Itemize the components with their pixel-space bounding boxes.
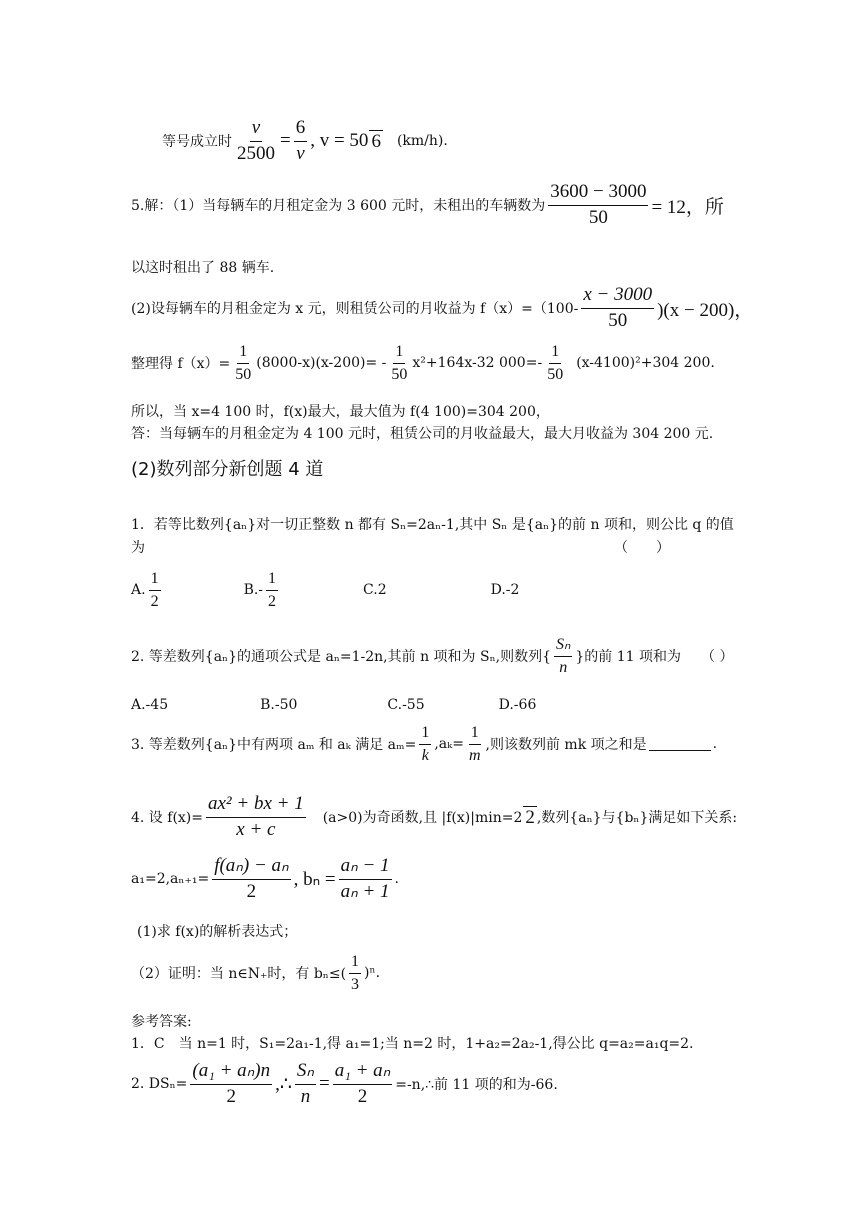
text: ,则该数列前 mk 项之和是 [485,737,647,754]
answer-5-line-2: 以这时租出了 88 辆车. [131,260,275,276]
sqrt: 6 [371,130,381,152]
fraction: $\frac{x - 3000}{50}$ [583,284,653,331]
fraction: $\frac{1}{50}$ [391,343,408,383]
text: (x-4100)²+304 200. [576,355,715,372]
answer-blank[interactable] [649,738,711,751]
question-1-line-2 [131,537,761,557]
text: )ⁿ. [364,965,381,982]
option-c: C.2 [363,582,387,599]
text: )(x − 200)， [657,299,754,321]
answer-paren: （ ） [701,649,734,666]
question-1-line-1: 1．若等比数列{aₙ}对一切正整数 n 都有 Sₙ=2aₙ-1,其中 Sₙ 是{aₙ}的前 n 项和，则公比 q 的值 [131,517,734,533]
option-a: A.-45 [131,697,169,713]
answers-title: 参考答案: [131,1014,192,1030]
text: 4. 设 f(x)= [131,810,203,827]
answer-5-line-3 [131,285,753,332]
option-a-label: A. [131,582,146,599]
option-b-label: B.- [243,582,264,599]
fraction: $\frac{\text{aₙ − 1}}{\text{aₙ + 1}}$ [340,855,390,902]
text: 为 [131,540,145,556]
question-4-part-2 [131,953,380,993]
fraction: $\frac{\text{Sₙ}}{n}$ [556,636,571,676]
question-4-line-2 [131,856,399,903]
text: . [712,736,718,753]
answer-5-line-5: 所以，当 x=4 100 时，f(x)最大，最大值为 f(4 100)=304 200， [131,404,550,420]
fraction: $\frac{1}{2}$ [150,570,159,610]
text: a₁=2,aₙ₊₁= [131,871,210,888]
option-c: C.-55 [387,697,425,713]
fraction: $\frac{1}{3}$ [351,953,360,993]
fraction: $\frac{1}{m}$ [468,724,481,764]
text: = 12，所 [651,196,724,218]
answer-5-line-4 [131,343,715,383]
text: （2）证明：当 n∈N₊时，有 bₙ≤( [131,966,347,983]
text: 整理得 f（x）= [131,356,231,373]
text: , bₙ = [293,868,336,890]
question-4-line-1 [131,794,737,841]
unit: (km/h). [396,133,448,150]
text: ,∴ [275,1073,292,1095]
answer-2 [131,1061,558,1108]
text: 3. 等差数列{aₙ}中有两项 aₘ 和 aₖ 满足 aₘ= [131,737,417,754]
question-2-options [131,697,536,713]
option-d: D.-2 [490,582,520,599]
text: x²+164x-32 000=- [412,355,543,372]
fraction: $\frac{\text{ax² + bx + 1}}{x + c}$ [208,793,304,840]
text: 等号成立时 [162,134,232,151]
text: (2)设每辆车的月租金定为 x 元，则租赁公司的月收益为 f（x）=（100- [131,301,579,318]
answer-1: 1．C 当 n=1 时，S₁=2a₁-1,得 a₁=1;当 n=2 时，1+a₂=2a₂-1,得公比 q=a₂=a₁q=2. [131,1036,694,1052]
text: 5.解：（1）当每辆车的月租定金为 3 600 元时，未租出的车辆数为 [131,198,546,215]
fraction: $\frac{v}{2500}$ [237,117,275,164]
text: . [394,871,399,888]
text: }的前 11 项和为 [575,649,681,666]
question-3 [131,724,717,764]
answer-5-line-1 [131,182,724,229]
equals: = [319,1073,330,1095]
option-d: D.-66 [498,697,537,713]
text: (a>0)为奇函数,且 |f(x)|min=2 [322,810,523,827]
question-4-part-1: (1)求 f(x)的解析表达式； [137,924,298,940]
text: 2. DSₙ= [131,1076,188,1093]
fraction: $\frac{\text{a₁ + aₙ}}{2}$ [334,1060,391,1107]
equals: = [280,130,291,152]
fraction: $\frac{1}{2}$ [268,570,277,610]
equality-condition-line [162,118,448,165]
section-heading: (2)数列部分新创题 4 道 [131,459,324,480]
text: (8000-x)(x-200)= - [256,355,387,372]
fraction: $\frac{3600 - 3000}{50}$ [550,181,647,228]
question-1-options [131,570,519,610]
fraction: $\frac{1}{50}$ [547,343,564,383]
fraction: $\frac{\text{Sₙ}}{n}$ [296,1060,314,1107]
fraction: $\frac{1}{50}$ [235,343,252,383]
option-b: B.-50 [260,697,298,713]
sqrt: 2 [525,806,535,828]
text: =-n,∴前 11 项的和为-66. [395,1077,558,1094]
question-2 [131,636,733,676]
fraction: $\frac{6}{v}$ [295,117,306,164]
answer-paren: （ ） [614,540,670,556]
text: ,aₖ= [434,736,464,753]
text: , v = 50 [310,130,369,152]
text: 2. 等差数列{aₙ}的通项公式是 aₙ=1-2n,其前 n 项和为 Sₙ,则数列{ [131,649,551,666]
fraction: $\frac{1}{k}$ [421,724,430,764]
fraction: $\frac{\text{(a₁ + aₙ)n}}{2}$ [192,1060,271,1107]
fraction: $\frac{\text{f(aₙ) − aₙ}}{2}$ [214,855,289,902]
answer-5-line-6: 答：当每辆车的月租金定为 4 100 元时，租赁公司的月收益最大，最大月收益为 304 200 元. [131,426,714,442]
text: ,数列{aₙ}与{bₙ}满足如下关系: [536,810,738,827]
